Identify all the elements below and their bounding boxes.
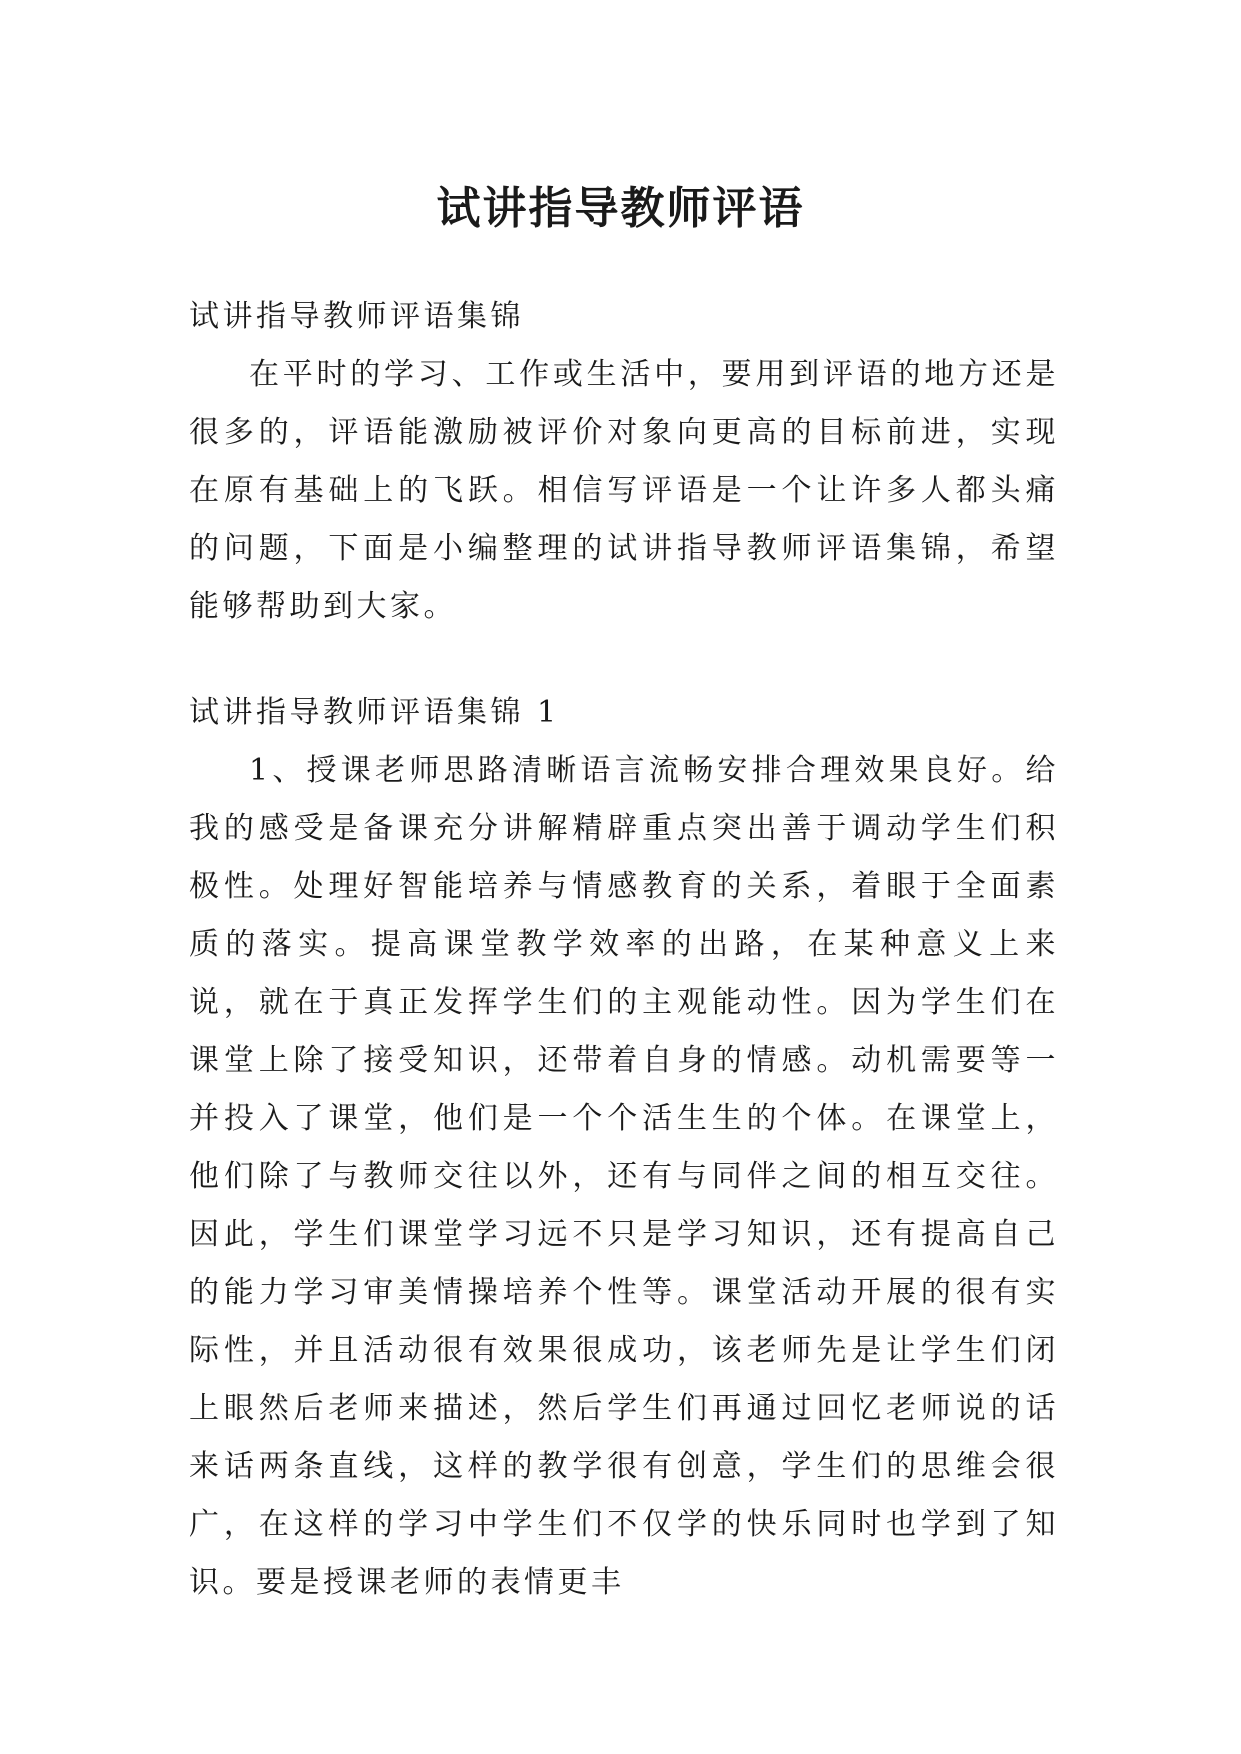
paragraph-spacer	[189, 636, 1059, 684]
document-body	[189, 288, 1059, 1612]
subsection-heading: 试讲指导教师评语集锦 1	[189, 695, 560, 730]
document-title: 试讲指导教师评语	[436, 183, 805, 235]
intro-paragraph: 在平时的学习、工作或生活中，要用到评语的地方还是很多的，评语能激励被评价对象向更高的目标前进，实现在原有基础上的飞跃。相信写评语是一个让许多人都头痛的问题，下面是小编整理的试讲指导教师评语集锦，希望能够帮助到大家。	[189, 357, 1059, 624]
section-heading: 试讲指导教师评语集锦	[189, 299, 524, 334]
body-paragraph: 1、授课老师思路清晰语言流畅安排合理效果良好。给我的感受是备课充分讲解精辟重点突出善于调动学生们积极性。处理好智能培养与情感教育的关系，着眼于全面素质的落实。提高课堂教学效率的出路，在某种意义上来说，就在于真正发挥学生们的主观能动性。因为学生们在课堂上除了接受知识，还带着自身的情感。动机需要等一并投入了课堂，他们是一个个活生生的个体。在课堂上，他们除了与教师交往以外，还有与同伴之间的相互交往。因此，学生们课堂学习远不只是学习知识，还有提高自己的能力学习审美情操培养个性等。课堂活动开展的很有实际性，并且活动很有效果很成功，该老师先是让学生们闭上眼然后老师来描述，然后学生们再通过回忆老师说的话来话两条直线，这样的教学很有创意，学生们的思维会很广，在这样的学习中学生们不仅学的快乐同时也学到了知识。要是授课老师的表情更丰	[189, 753, 1059, 1600]
